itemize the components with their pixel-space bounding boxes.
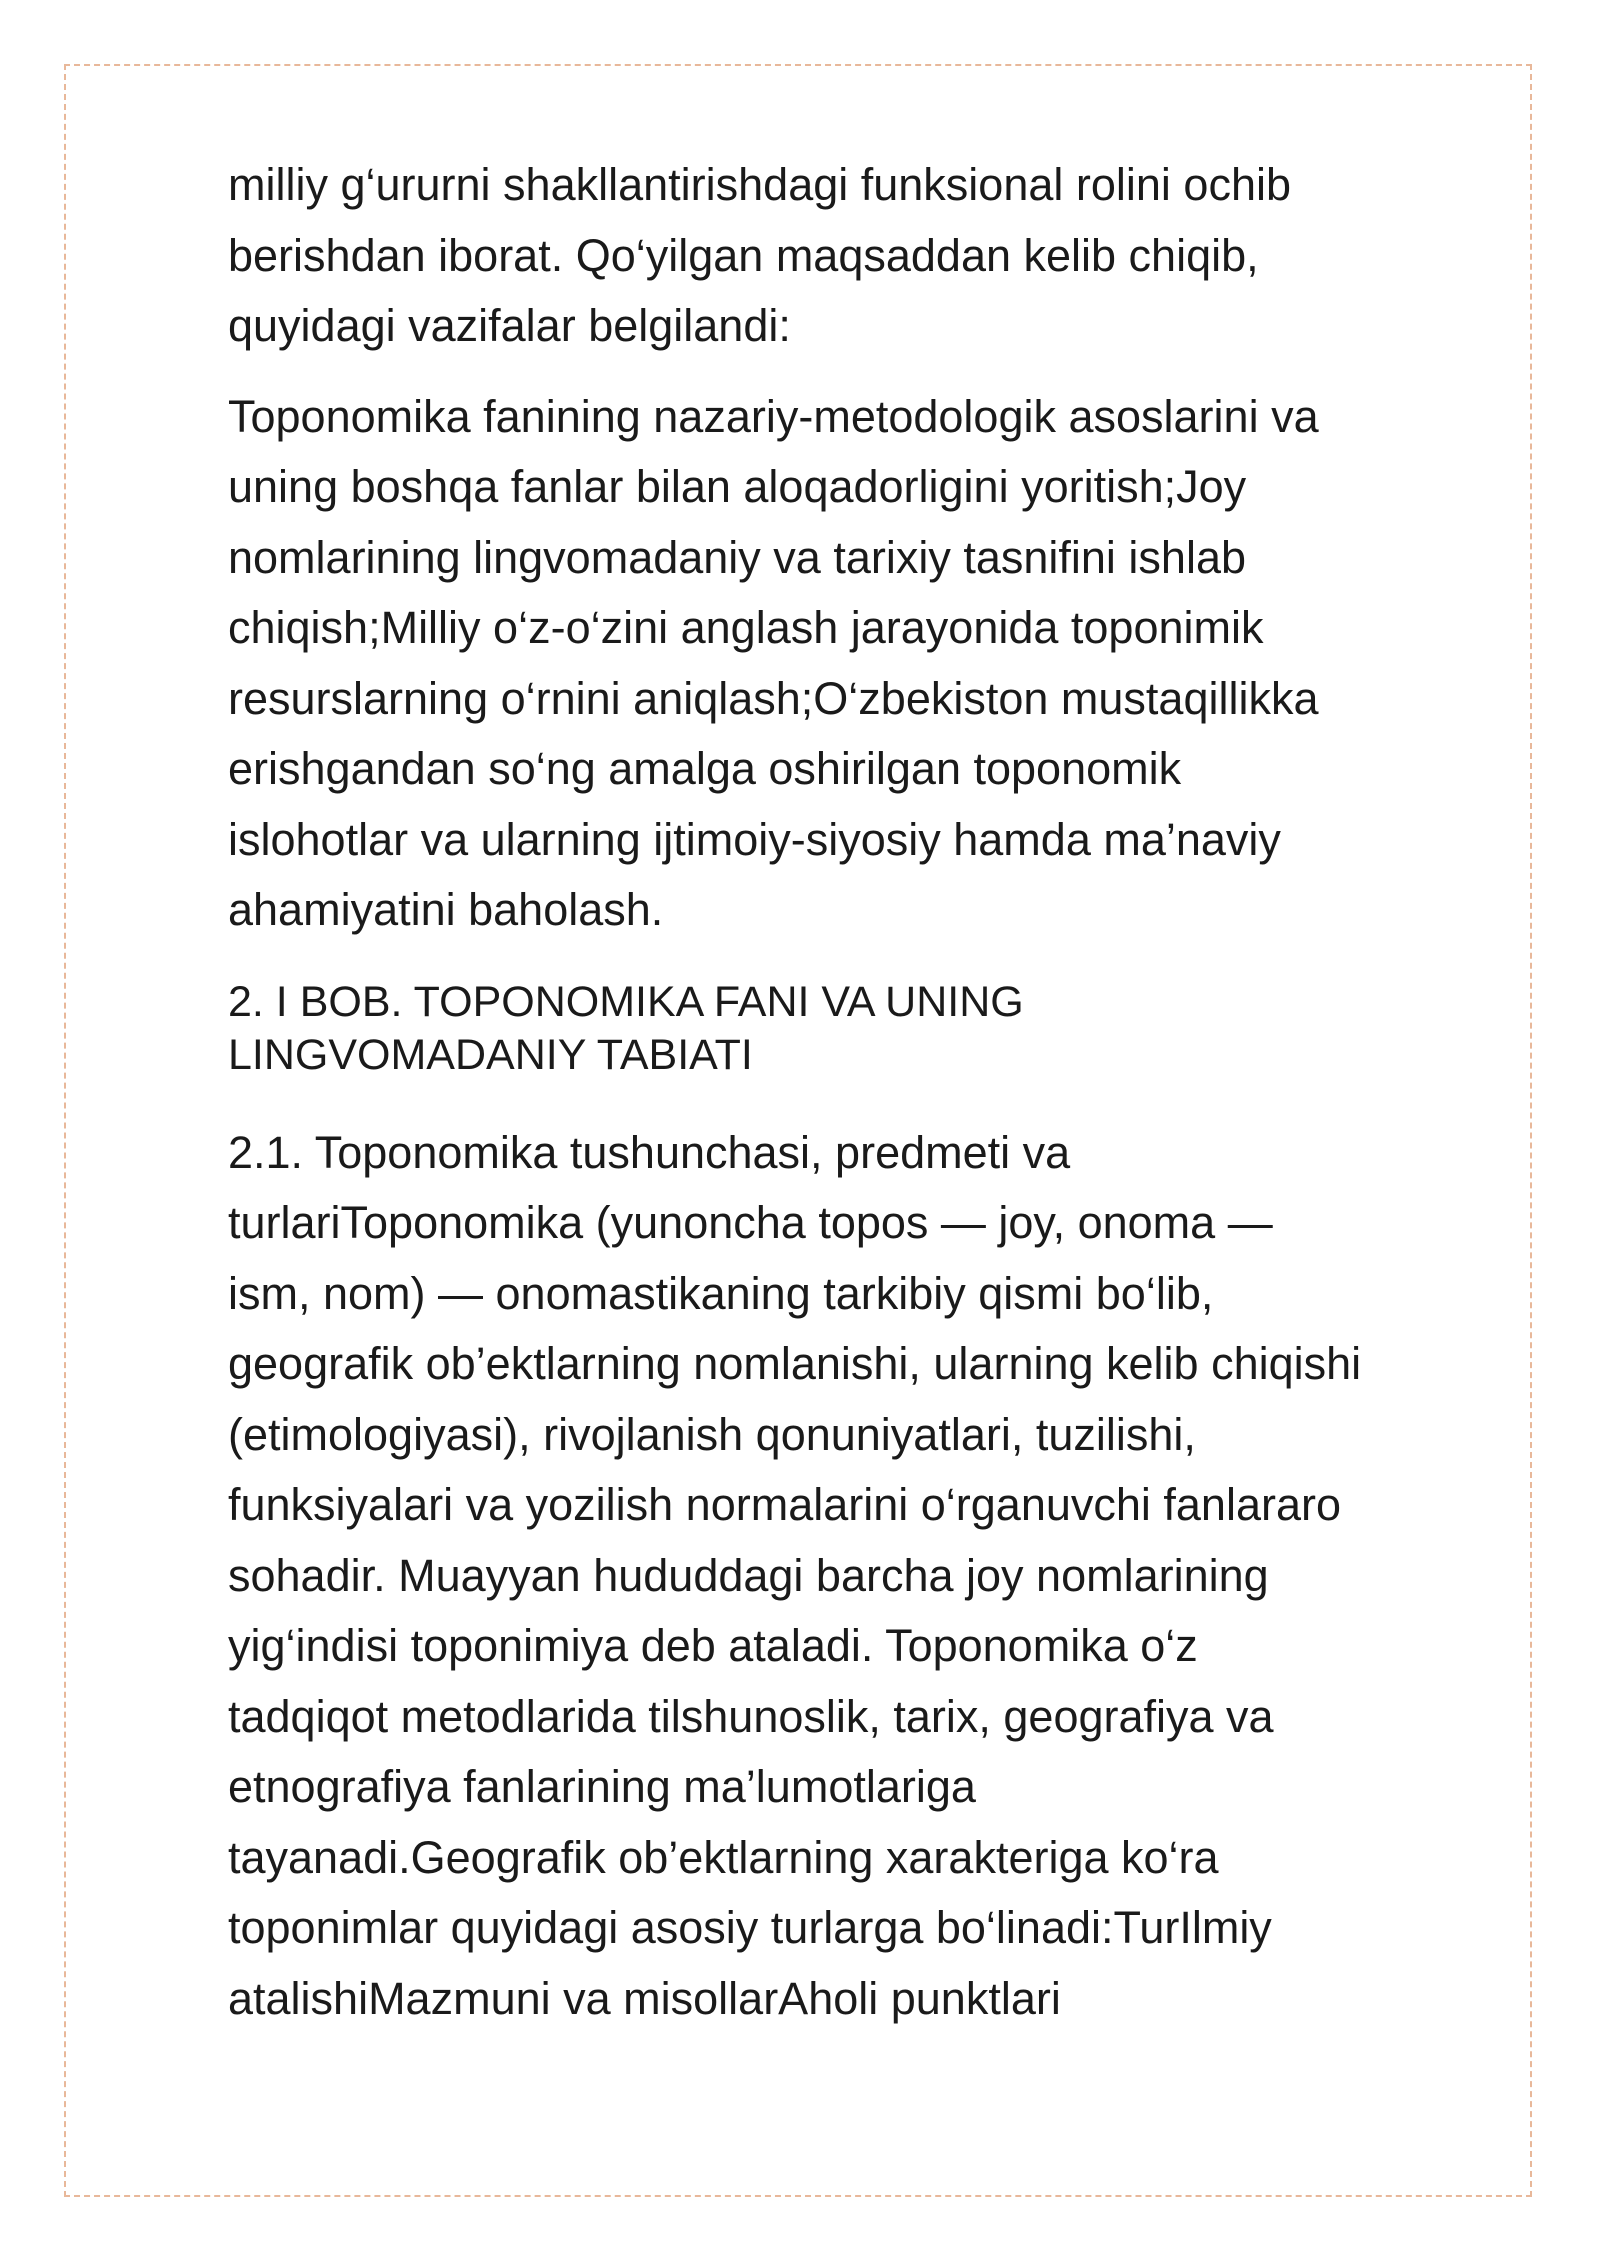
text-line: nomlarining lingvomadaniy va tarixiy tasnifini ishlab (228, 531, 1246, 583)
text-line: berishdan iborat. Qo‘yilgan maqsaddan kelib chiqib, (228, 229, 1259, 281)
text-line: funksiyalari va yozilish normalarini o‘rganuvchi fanlararo (228, 1479, 1342, 1530)
text-line: sohadir. Muayyan hududdagi barcha joy nomlarining (228, 1549, 1269, 1601)
text-line: (etimologiyasi), rivojlanish qonuniyatlari, tuzilishi, (228, 1408, 1196, 1460)
text-line: yig‘indisi toponimiya deb ataladi. Toponomika o‘z (228, 1620, 1198, 1671)
text-line: 2.1. Toponomika tushunchasi, predmeti va (228, 1126, 1071, 1178)
chapter-heading (228, 976, 1528, 1082)
text-line: uning boshqa fanlar bilan aloqadorligini yoritish;Joy (228, 461, 1247, 512)
text-line: Toponomika fanining nazariy-metodologik asoslarini va (228, 390, 1319, 442)
text-line: geografik ob’ektlarning nomlanishi, ularning kelib chiqishi (228, 1338, 1362, 1389)
text-line: atalishiMazmuni va misollarAholi punktlari (228, 1972, 1061, 2024)
text-line: islohotlar va ularning ijtimoiy-siyosiy hamda ma’naviy (228, 813, 1281, 865)
text-line: tadqiqot metodlarida tilshunoslik, tarix, geografiya va (228, 1690, 1274, 1742)
text-line: milliy g‘ururni shakllantirishdagi funksional rolini ochib (228, 159, 1291, 210)
paragraph-intro (228, 150, 1528, 362)
text-line: tayanadi.Geografik ob’ektlarning xarakteriga ko‘ra (228, 1831, 1219, 1883)
text-line: ahamiyatini baholash. (228, 884, 664, 935)
text-line: quyidagi vazifalar belgilandi: (228, 300, 791, 351)
heading-line: 2. I BOB. TOPONOMIKA FANI VA UNING (228, 977, 1024, 1026)
text-line: ism, nom) — onomastikaning tarkibiy qismi bo‘lib, (228, 1267, 1214, 1319)
paragraph-section-2-1 (228, 1118, 1528, 2035)
text-line: chiqish;Milliy o‘z-o‘zini anglash jarayonida toponimik (228, 602, 1264, 653)
text-line: turlariToponomika (yunoncha topos — joy, onoma — (228, 1197, 1273, 1248)
text-line: resurslarning o‘rnini aniqlash;O‘zbekiston mustaqillikka (228, 672, 1319, 724)
heading-line: LINGVOMADANIY TABIATI (228, 1030, 753, 1079)
paragraph-tasks (228, 382, 1528, 946)
text-line: toponimlar quyidagi asosiy turlarga bo‘linadi:TurIlmiy (228, 1902, 1272, 1953)
text-line: erishgandan so‘ng amalga oshirilgan toponomik (228, 743, 1182, 794)
text-line: etnografiya fanlarining ma’lumotlariga (228, 1761, 976, 1812)
document-body (228, 150, 1528, 2054)
